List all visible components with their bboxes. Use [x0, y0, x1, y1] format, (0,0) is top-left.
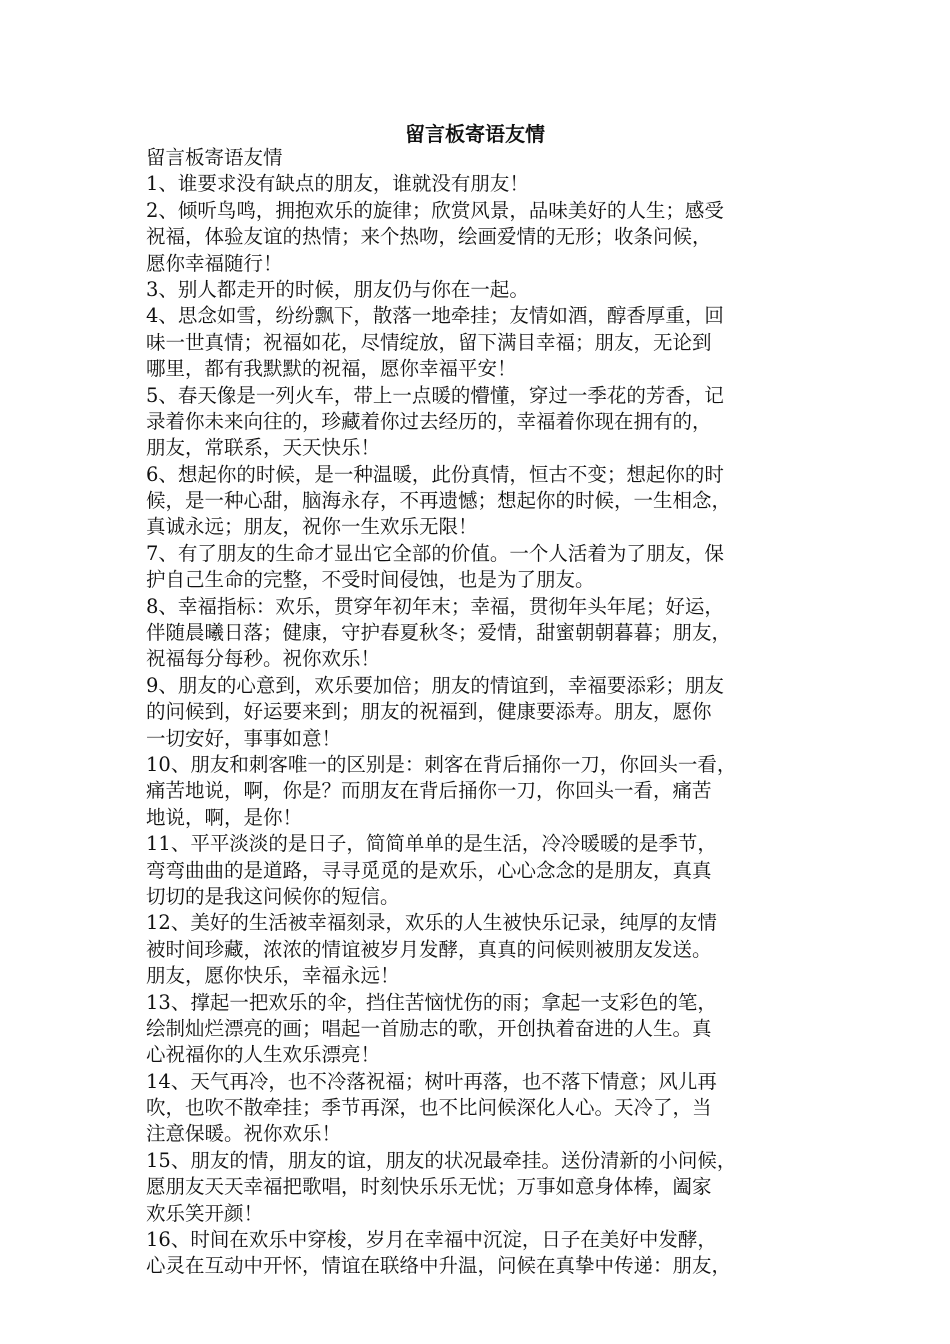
document-line: 11、平平淡淡的是日子，简简单单的是生活，冷冷暖暖的是季节，: [146, 832, 717, 856]
document-line: 真诚永远；朋友，祝你一生欢乐无限！: [146, 515, 478, 539]
document-line: 弯弯曲曲的是道路，寻寻觅觅的是欢乐，心心念念的是朋友，真真: [146, 858, 712, 882]
document-line: 欢乐笑开颜！: [146, 1201, 264, 1225]
document-line: 朋友，愿你快乐，幸福永远！: [146, 964, 400, 988]
document-line: 4、思念如雪，纷纷飘下，散落一地牵挂；友情如酒，醇香厚重，回: [146, 304, 724, 328]
document-line: 愿朋友天天幸福把歌唱，时刻快乐乐无忧；万事如意身体棒，阖家: [146, 1175, 712, 1199]
document-line: 6、想起你的时候，是一种温暖，此份真情，恒古不变；想起你的时: [146, 462, 724, 486]
document-line: 伴随晨曦日落；健康，守护春夏秋冬；爱情，甜蜜朝朝暮暮；朋友，: [146, 621, 732, 645]
document-line: 3、别人都走开的时候，朋友仍与你在一起。: [146, 277, 529, 301]
document-line: 味一世真情；祝福如花，尽情绽放，留下满目幸福；朋友，无论到: [146, 330, 712, 354]
document-line: 5、春天像是一列火车，带上一点暖的懵懂，穿过一季花的芳香，记: [146, 383, 724, 407]
document-line: 哪里，都有我默默的祝福，愿你幸福平安！: [146, 357, 517, 381]
document-line: 护自己生命的完整，不受时间侵蚀，也是为了朋友。: [146, 568, 595, 592]
document-line: 候，是一种心甜，脑海永存，不再遗憾；想起你的时候，一生相念，: [146, 489, 732, 513]
document-line: 的问候到，好运要来到；朋友的祝福到，健康要添寿。朋友，愿你: [146, 700, 712, 724]
document-line: 14、天气再冷，也不冷落祝福；树叶再落，也不落下情意；风儿再: [146, 1069, 717, 1093]
document-line: 12、美好的生活被幸福刻录，欢乐的人生被快乐记录，纯厚的友情: [146, 911, 717, 935]
document-line: 愿你幸福随行！: [146, 251, 283, 275]
document-line: 心灵在互动中开怀，情谊在联络中升温，问候在真挚中传递：朋友，: [146, 1254, 732, 1278]
document-line: 祝福，体验友谊的热情；来个热吻，绘画爱情的无形；收条问候，: [146, 225, 712, 249]
document-title: 留言板寄语友情: [405, 122, 545, 146]
document-line: 8、幸福指标：欢乐，贯穿年初年末；幸福，贯彻年头年尾；好运，: [146, 594, 724, 618]
document-line: 13、撑起一把欢乐的伞，挡住苦恼忧伤的雨；拿起一支彩色的笔，: [146, 990, 717, 1014]
document-line: 16、时间在欢乐中穿梭，岁月在幸福中沉淀，日子在美好中发酵，: [146, 1228, 717, 1252]
document-line: 1、谁要求没有缺点的朋友，谁就没有朋友！: [146, 172, 529, 196]
document-line: 9、朋友的心意到，欢乐要加倍；朋友的情谊到，幸福要添彩；朋友: [146, 673, 724, 697]
document-line: 注意保暖。祝你欢乐！: [146, 1122, 342, 1146]
document-line: 地说，啊，是你！: [146, 805, 303, 829]
document-line: 心祝福你的人生欢乐漂亮！: [146, 1043, 381, 1067]
document-line: 留言板寄语友情: [146, 146, 283, 169]
document-line: 15、朋友的情，朋友的谊，朋友的状况最牵挂。送份清新的小问候，: [146, 1148, 737, 1172]
document-line: 10、朋友和刺客唯一的区别是：刺客在背后捅你一刀，你回头一看，: [146, 752, 737, 776]
document-line: 一切安好，事事如意！: [146, 726, 342, 750]
document-line: 录着你未来向往的，珍藏着你过去经历的，幸福着你现在拥有的，: [146, 409, 712, 433]
document-line: 7、有了朋友的生命才显出它全部的价值。一个人活着为了朋友，保: [146, 541, 724, 565]
document-line: 2、倾听鸟鸣，拥抱欢乐的旋律；欣赏风景，品味美好的人生；感受: [146, 198, 724, 222]
document-line: 切切的是我这问候你的短信。: [146, 884, 400, 908]
document-line: 被时间珍藏，浓浓的情谊被岁月发酵，真真的问候则被朋友发送。: [146, 937, 712, 961]
document-line: 痛苦地说，啊，你是？而朋友在背后捅你一刀，你回头一看，痛苦: [146, 779, 712, 803]
document-line: 祝福每分每秒。祝你欢乐！: [146, 647, 381, 671]
document-body: [146, 145, 806, 1280]
document-line: 朋友，常联系，天天快乐！: [146, 436, 381, 460]
document-line: 绘制灿烂漂亮的画；唱起一首励志的歌，开创执着奋进的人生。真: [146, 1016, 712, 1040]
document-line: 吹，也吹不散牵挂；季节再深，也不比问候深化人心。天冷了，当: [146, 1096, 712, 1120]
